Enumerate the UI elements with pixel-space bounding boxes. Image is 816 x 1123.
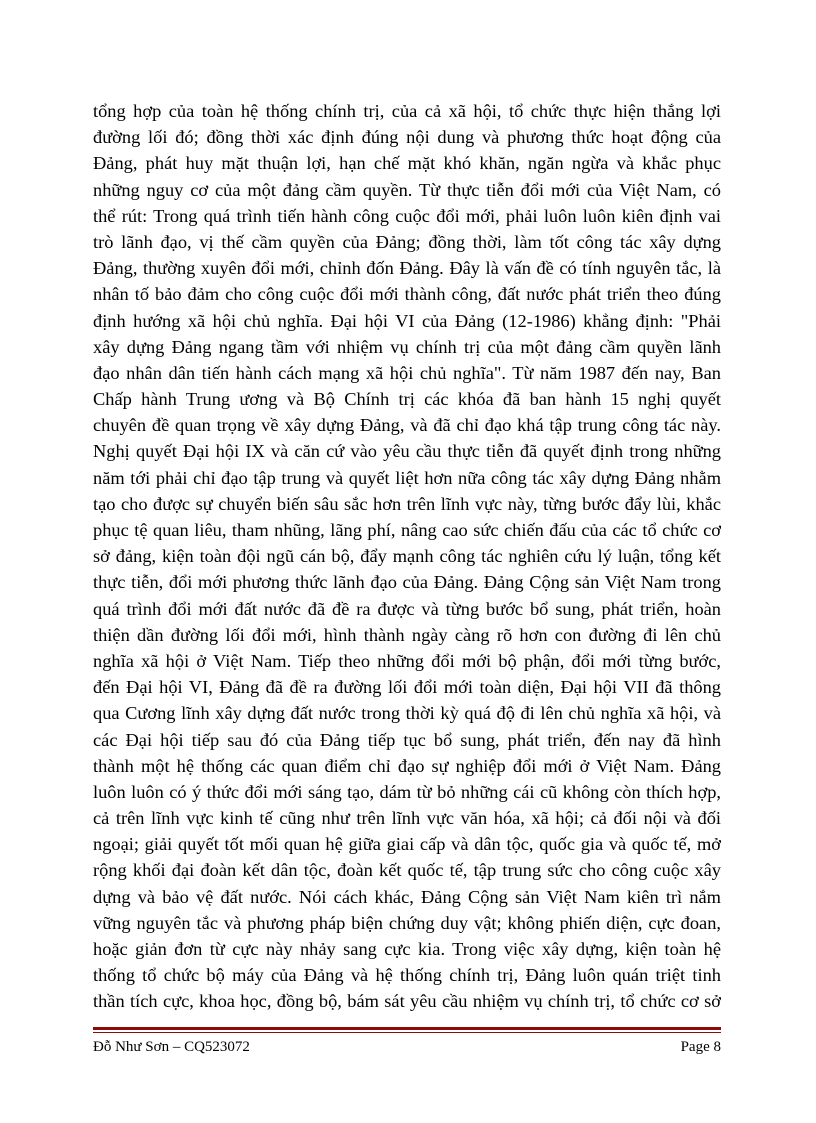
- footer-divider-thin: [93, 1032, 721, 1033]
- text-line: thống tổ chức bộ máy của Đảng và hệ thống chính trị, Đảng luôn quán triệt tinh: [93, 965, 721, 986]
- text-line: Đảng, phát huy mặt thuận lợi, hạn chế mặt khó khăn, ngăn ngừa và khắc phục: [93, 153, 721, 174]
- text-line: ngoại; giải quyết tốt mối quan hệ giữa giai cấp và dân tộc, quốc gia và quốc tế, mở: [93, 834, 721, 855]
- text-line: sở đảng, kiện toàn đội ngũ cán bộ, đẩy mạnh công tác nghiên cứu lý luận, tổng kết: [93, 546, 721, 567]
- text-line: thể rút: Trong quá trình tiến hành công cuộc đổi mới, phải luôn luôn kiên định vai: [93, 205, 721, 226]
- text-line: tổng hợp của toàn hệ thống chính trị, của cả xã hội, tổ chức thực hiện thắng lợi: [93, 101, 721, 121]
- text-line: các Đại hội tiếp sau đó của Đảng tiếp tục bổ sung, phát triển, đến nay đã hình: [93, 729, 721, 750]
- text-line: đường lối đó; đồng thời xác định đúng nội dung và phương thức hoạt động của: [93, 127, 721, 148]
- text-line: đạo nhân dân tiến hành cách mạng xã hội chủ nghĩa". Từ năm 1987 đến nay, Ban: [93, 362, 721, 383]
- text-line: qua Cương lĩnh xây dựng đất nước trong thời kỳ quá độ đi lên chủ nghĩa xã hội, và: [93, 703, 721, 724]
- text-line: trò lãnh đạo, vị thế cầm quyền của Đảng; đồng thời, làm tốt công tác xây dựng: [93, 231, 721, 252]
- text-line: năm tới phải chỉ đạo tập trung và quyết liệt hơn nữa công tác xây dựng Đảng nhằm: [93, 467, 721, 488]
- page-footer: [93, 1036, 721, 1058]
- text-line: dựng và bảo vệ đất nước. Nói cách khác, Đảng Cộng sản Việt Nam kiên trì nắm: [93, 886, 721, 907]
- text-line: nhân tố bảo đảm cho công cuộc đổi mới thành công, đất nước phát triển theo đúng: [93, 284, 721, 305]
- text-line: quá trình đổi mới đất nước đã đề ra được và từng bước bổ sung, phát triển, hoàn: [93, 598, 721, 619]
- text-line: định hướng xã hội chủ nghĩa. Đại hội VI của Đảng (12-1986) khẳng định: "Phải: [93, 310, 721, 331]
- footer-author: Đỗ Như Sơn – CQ523072: [93, 1039, 250, 1055]
- text-line: cả trên lĩnh vực kinh tế cũng như trên lĩnh vực văn hóa, xã hội; cả đối nội và đối: [93, 808, 721, 829]
- text-line: luôn luôn có ý thức đổi mới sáng tạo, dám từ bỏ những cái cũ không còn thích hợp,: [93, 781, 721, 802]
- text-line: chuyên đề quan trọng về xây dựng Đảng, và đã chỉ đạo khá tập trung công tác này.: [93, 415, 721, 436]
- text-line: nghĩa xã hội ở Việt Nam. Tiếp theo những đổi mới bộ phận, đổi mới từng bước,: [93, 650, 721, 671]
- text-line: Đảng, thường xuyên đổi mới, chỉnh đốn Đảng. Đây là vấn đề có tính nguyên tắc, là: [93, 258, 721, 279]
- text-line: phục tệ quan liêu, tham nhũng, lãng phí, nâng cao sức chiến đấu của các tổ chức cơ: [93, 520, 721, 540]
- text-line: thần tích cực, khoa học, đồng bộ, bám sát yêu cầu nhiệm vụ chính trị, tổ chức cơ sở: [93, 991, 721, 1012]
- text-line: thiện dần đường lối đổi mới, hình thành ngày càng rõ hơn con đường đi lên chủ: [93, 624, 721, 645]
- text-line: đến Đại hội VI, Đảng đã đề ra đường lối đổi mới toàn diện, Đại hội VII đã thông: [93, 677, 721, 698]
- text-line: thành một hệ thống các quan điểm chỉ đạo sự nghiệp đổi mới ở Việt Nam. Đảng: [93, 755, 721, 776]
- text-line: rộng khối đại đoàn kết dân tộc, đoàn kết quốc tế, tập trung sức cho công cuộc xây: [93, 860, 721, 881]
- text-line: xây dựng Đảng ngang tầm với nhiệm vụ chính trị của một đảng cầm quyền lãnh: [93, 336, 721, 357]
- text-line: những nguy cơ của một đảng cầm quyền. Từ thực tiễn đổi mới của Việt Nam, có: [93, 179, 721, 200]
- text-line: tạo cho được sự chuyển biến sâu sắc hơn trên lĩnh vực này, từng bước đẩy lùi, khắc: [93, 493, 721, 514]
- text-line: Chấp hành Trung ương và Bộ Chính trị các khóa đã ban hành 15 nghị quyết: [93, 389, 721, 410]
- text-line: hoặc giản đơn từ cực này nhảy sang cực kia. Trong việc xây dựng, kiện toàn hệ: [93, 939, 721, 959]
- text-line: Nghị quyết Đại hội IX và căn cứ vào yêu cầu thực tiễn đã quyết định trong những: [93, 441, 721, 462]
- text-line: thực tiễn, đổi mới phương thức lãnh đạo của Đảng. Đảng Cộng sản Việt Nam trong: [93, 572, 721, 593]
- footer-page-number: Page 8: [680, 1039, 721, 1055]
- text-line: vững nguyên tắc và phương pháp biện chứng duy vật; không phiến diện, cực đoan,: [93, 912, 721, 933]
- body-paragraph: [93, 98, 721, 1015]
- footer-divider-thick: [93, 1027, 721, 1030]
